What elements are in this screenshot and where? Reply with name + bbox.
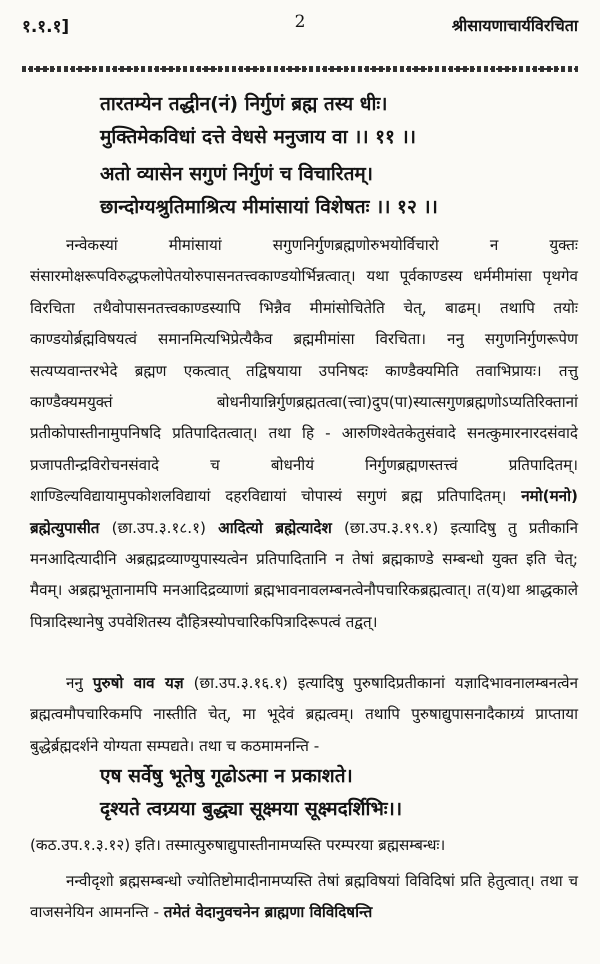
page-number: 2 <box>294 12 306 32</box>
verse-11-line-1: तारतम्येन तद्धीन(नं) निर्गुणं ब्रह्म तस्य धीः। <box>100 93 388 115</box>
paragraph-3-text: (कठ.उप.१.३.१२) इति। तस्मात्पुरुषाद्युपास्तीनामप्यस्ति परम्परया ब्रह्मसम्बन्धः। <box>30 836 446 854</box>
quote-namo-brahma: नमो(मनो) ब्रह्मेत्युपासीत <box>30 487 578 537</box>
page-header <box>22 10 578 40</box>
quote-aditya-brahma: आदित्यो ब्रह्मेत्यादेश <box>218 518 332 537</box>
paragraph-4-text-a: नन्वीदृशो ब्रह्मसम्बन्धो ज्योतिष्टोमादीनामप्यस्ति तेषां ब्रह्मविषयां विविदिषां प्रति हेतुत्वात्। तथा च वाजसनेयिन आमनन्ति - <box>30 872 578 922</box>
verse-11-line-2: मुक्तिमेकविधां दत्ते वेधसे मनुजाय वा ।। ११ ।। <box>100 126 416 148</box>
verse-12 <box>100 158 438 224</box>
paragraph-1-text-c: (छा.उप.३.१९.१) इत्यादिषु तु प्रतीकानि मनआदित्यादीनि अब्रह्मद्रव्याण्युपास्यत्वेन प्रतिपादितानि न तेषां ब्रह्मकाण्डे सम्बन्धो युक्त इति चेत्; मैवम्। अब्रह्मभूतानामपि मनआदिद्रव्याणां ब्रह्मभावनावलम्बनत्वेनौपचारिकब्रह्मत्वात्। त(य)था श्राद्धकाले पित्रादिस्थानेषु उपवेशितस्य दौहित्रस्योपचारिकपित्रादिरूपत्वं तद्वत्। <box>30 518 579 631</box>
header-divider <box>22 66 578 72</box>
verse-11 <box>100 88 416 154</box>
commentary-paragraph-3 <box>30 830 578 861</box>
commentary-paragraph-2 <box>30 668 578 762</box>
commentary-paragraph-1 <box>30 230 578 638</box>
verse-12-line-1: अतो व्यासेन सगुणं निर्गुणं च विचारितम्। <box>100 163 373 185</box>
verse-katha-line-1: एष सर्वेषु भूतेषु गूढोऽत्मा न प्रकाशते। <box>100 765 353 787</box>
paragraph-2-text-b: (छा.उप.३.१६.१) इत्यादिषु पुरुषादिप्रतीकानां यज्ञादिभावनालम्बनत्वेन ब्रह्मत्वमौपचारिकमपि नास्तीति चेत्, मा भूदेवं ब्रह्मत्वम्। तथापि पुरुषाद्युपासनादैकाग्र्यं प्राप्ताया बुद्धेर्ब्रह्मदर्शने योग्यता सम्पद्यते। तथा च कठमामनन्ति - <box>30 674 579 755</box>
quote-purusho-yajna: पुरुषो वाव यज्ञ <box>92 674 184 692</box>
paragraph-2-text-a: ननु <box>66 674 83 692</box>
quote-vedanuvachanena: तमेतं वेदानुवचनेन ब्राह्मणा विविदिषन्ति <box>163 903 373 922</box>
verse-katha <box>100 760 402 826</box>
citation-chandogya-3-18-1: (छा.उप.३.१८.१) <box>111 518 206 537</box>
commentary-paragraph-4 <box>30 866 578 929</box>
paragraph-1-text-a: नन्वेकस्यां मीमांसायां सगुणनिर्गुणब्रह्मणोरुभयोर्विचारो न युक्तः संसारमोक्षरूपविरुद्धफलोपेतयोरुपासनतत्त्वकाण्डयोर्भिन्नत्वात्। यथा पूर्वकाण्डस्य धर्ममीमांसा पृथगेव विरचिता तथैवोपासनतत्त्वकाण्डस्यापि भिन्नैव मीमांसोचितेति चेत्, बाढम्। तथापि तयोः काण्डयोर्ब्रह्मविषयत्वं समानमित्यभिप्रेत्यैकैव ब्रह्ममीमांसा विरचिता। ननु सगुणनिर्गुणरूपेण सत्यप्यवान्तरभेदे ब्रह्मण एकत्वात् तद्विषयाया उपनिषदः काण्डैक्यमिति तवाभिप्रायः। तत्तु काण्डैक्यमयुक्तं बोधनीयान्निर्गुणब्रह्मतत्वा(त्त्वा)दुप(पा)स्यात्सगुणब्रह्मणोऽप्यतिरिक्तानां प्रतीकोपास्तीनामुपनिषदि प्रतिपादितत्वात्। तथा हि - आरुणिश्वेतकेतुसंवादे सनत्कुमारनारदसंवादे प्रजापतीन्द्रविरोचनसंवादे च बोधनीयं निर्गुणब्रह्मणस्तत्त्वं प्रतिपादितम्। शाण्डिल्यविद्यायामुपकोशलविद्यायां दहरविद्यायां चोपास्यं सगुणं ब्रह्म प्रतिपादितम्। <box>30 236 578 506</box>
running-title: श्रीसायणाचार्यविरचिता <box>451 16 578 35</box>
verse-12-line-2: छान्दोग्यश्रुतिमाश्रित्य मीमांसायां विशेषतः ।। १२ ।। <box>100 196 438 218</box>
section-reference: १.१.१] <box>22 17 70 37</box>
verse-katha-line-2: दृश्यते त्वग्र्यया बुद्ध्या सूक्ष्मया सूक्ष्मदर्शिभिः।। <box>100 798 403 820</box>
